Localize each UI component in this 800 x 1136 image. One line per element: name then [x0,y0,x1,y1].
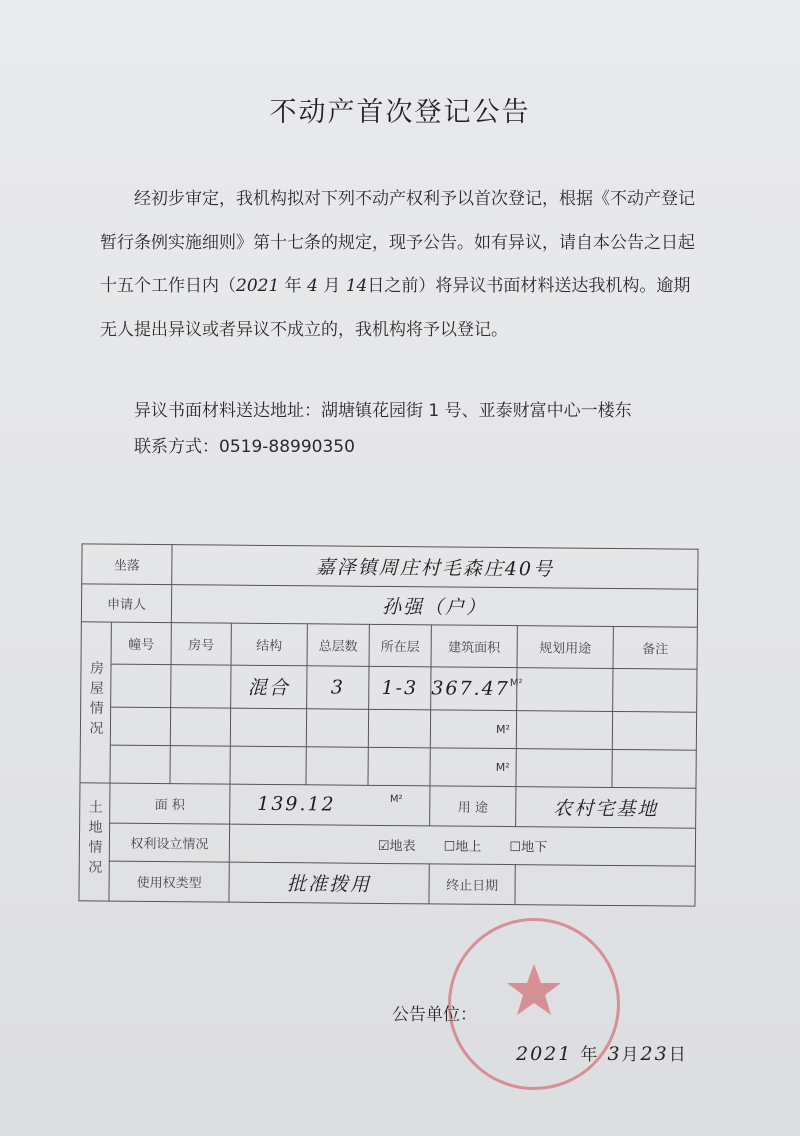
row3-remark [612,749,696,788]
land-use-value: 农村宅基地 [516,786,696,828]
row1-usage [517,668,613,711]
rights-options [229,824,695,866]
issue-date [516,1040,688,1065]
document-title: 不动产首次登记公告 [269,97,531,128]
row1-room-no [171,665,231,708]
notice-body [100,178,700,352]
notice-paragraph [100,178,700,352]
notice-text-part1: 经初步审定，我机构拟对下列不动产权利予以首次登记，根据《不动产登记暂行条例实施细则》第十七条的规定，现予公告。如有异议，请自本公告之日起十五个工作日内（ [100,189,695,296]
row2-remark [612,711,696,750]
col-building-no: 幢号 [111,622,171,665]
date-day-label: 日 [668,1045,688,1065]
row2-floor [368,709,430,748]
checkbox-empty-icon: ☐ [443,839,456,855]
end-date-value [515,864,695,906]
row2-structure [230,708,306,747]
date-day: 23 [640,1043,669,1065]
row3-area-unit: M² [430,747,516,786]
col-floor: 所在层 [369,624,431,667]
col-usage: 规划用途 [517,626,613,669]
checkbox-empty-icon: ☐ [509,839,522,855]
objection-address: 异议书面材料送达地址：湖塘镇花园街 1 号、亚泰财富中心一楼东 [134,401,632,421]
seal-star-icon [504,960,564,1020]
contact-info: 联系方式：0519-88990350 [134,437,355,457]
row1-floor: 1-3 [369,667,431,710]
day-suffix: 日之前） [367,276,436,296]
row1-area-unit: M² [509,678,523,690]
month-label: 月 [323,276,341,296]
deadline-month: 4 [307,276,318,296]
row2-total-floors [306,708,368,747]
checkbox-checked-icon: ☑ [377,838,390,854]
year-label: 年 [284,276,302,296]
row2-building-no [110,707,170,746]
date-year: 2021 [516,1043,573,1065]
row1-area-value: 367.47 [431,677,510,701]
row3-total-floors [306,746,368,785]
row3-building-no [110,745,170,784]
use-type-label: 使用权类型 [109,861,229,902]
option-above[interactable]: ☐地上 [443,839,482,855]
row1-remark [613,669,697,712]
deadline-day: 14 [345,276,368,296]
option-surface[interactable]: ☑地表 [377,838,416,855]
use-type-value: 批准拨用 [229,862,429,904]
col-total-floors: 总层数 [307,624,369,667]
registration-form [78,543,698,906]
col-remark: 备注 [613,627,697,670]
end-date-label: 终止日期 [429,864,515,905]
deadline-year: 2021 [236,276,280,296]
applicant-label: 申请人 [81,584,171,623]
row3-structure [230,746,306,785]
issuer-label: 公告单位： [392,1005,477,1025]
land-area-label: 面 积 [110,783,230,824]
row3-usage [516,748,612,787]
location-label: 坐落 [82,544,172,585]
row1-total-floors: 3 [307,666,369,709]
row3-floor [368,747,430,786]
date-year-label: 年 [580,1045,600,1065]
applicant-value: 孙强（户） [171,585,697,628]
option-below[interactable]: ☐地下 [509,839,548,856]
land-section-label: 土地情况 [79,782,110,901]
col-area: 建筑面积 [431,625,517,668]
row1-structure: 混合 [231,665,307,708]
row1-building-no [111,664,171,707]
date-month-label: 月 [621,1045,641,1065]
col-room-no: 房号 [171,623,231,666]
land-use-label: 用 途 [430,786,516,827]
row2-room-no [170,707,230,746]
land-area [230,784,430,826]
date-month: 3 [607,1043,622,1065]
row2-area-unit: M² [430,709,516,748]
land-area-unit: M² [389,794,403,806]
row2-usage [516,710,612,749]
house-section-label: 房屋情况 [80,622,111,783]
col-structure: 结构 [231,623,307,666]
notice-text-part2: 将异议书面材料送达我机构。逾期无人提出异议或者异议不成立的，我机构将予以登记。 [100,276,691,340]
land-area-value: 139.12 [257,793,336,816]
row3-room-no [170,745,230,784]
row1-area [431,667,523,710]
rights-label: 权利设立情况 [109,823,229,862]
location-value: 嘉泽镇周庄村毛森庄40号 [172,545,698,590]
